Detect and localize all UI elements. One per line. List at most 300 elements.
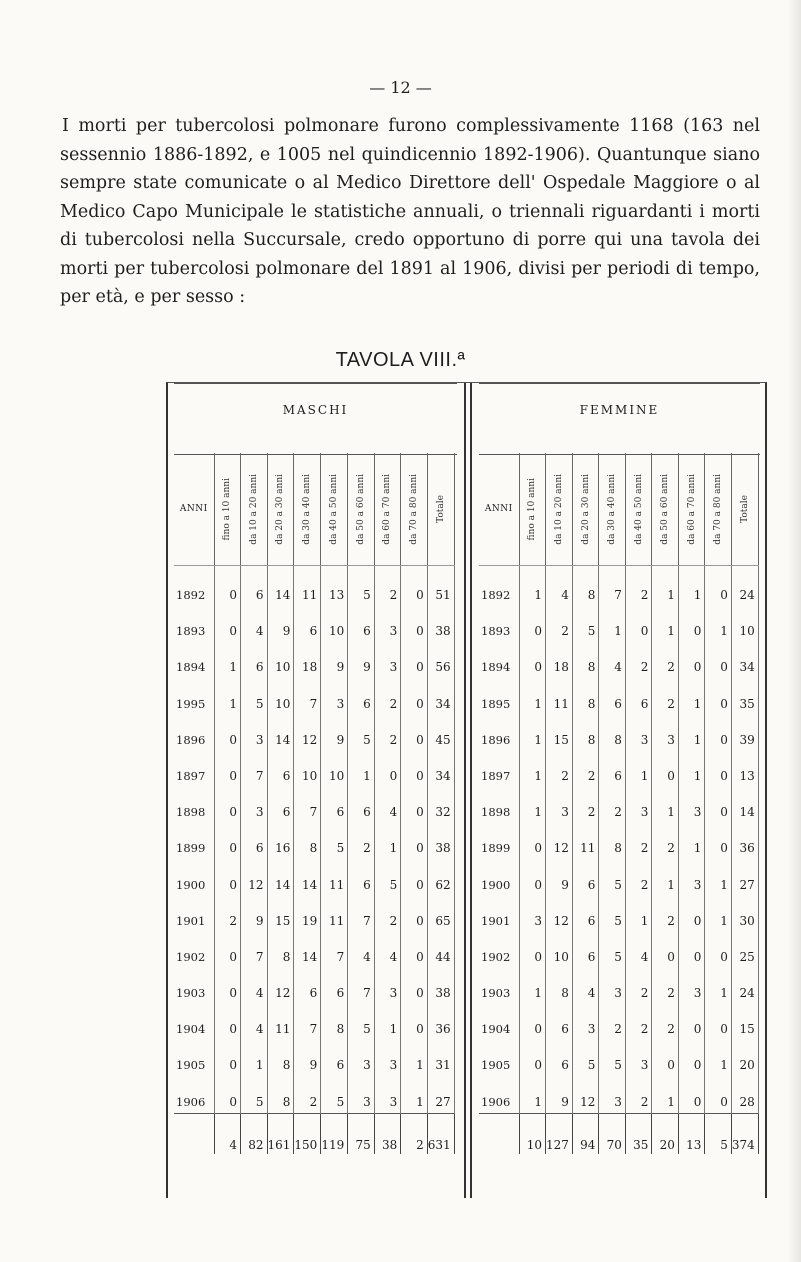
value-cell: 7 [321,932,348,968]
age-column-header: da 20 a 30 anni [267,453,294,566]
year-cell: 1904 [479,1004,519,1040]
table-row [479,823,758,859]
value-cell: 6 [294,606,321,642]
total-cell: 38 [374,1113,401,1154]
table-row [174,566,454,607]
value-cell: 1 [705,1040,732,1076]
age-column-header: da 40 a 50 anni [321,453,348,566]
value-cell: 1 [519,787,546,823]
value-cell: 1 [678,715,705,751]
value-cell: 3 [321,678,348,714]
value-cell: 15 [267,896,294,932]
value-cell: 2 [348,823,375,859]
age-column-header: da 30 a 40 anni [294,453,321,566]
table-row [174,787,454,823]
value-cell: 8 [294,823,321,859]
value-cell: 6 [599,751,626,787]
value-cell: 39 [731,715,758,751]
value-cell: 0 [401,678,428,714]
value-cell: 0 [678,932,705,968]
value-cell: 6 [321,787,348,823]
table-row [174,1076,454,1113]
age-column-header: fino a 10 anni [214,453,241,566]
value-cell: 0 [705,715,732,751]
value-cell: 0 [705,1076,732,1113]
value-cell: 0 [214,1004,241,1040]
value-cell: 7 [599,566,626,607]
total-cell: 75 [348,1113,375,1154]
value-cell: 2 [652,642,679,678]
value-cell: 0 [401,566,428,607]
total-cell: 2 [401,1113,428,1154]
value-cell: 62 [427,859,454,895]
value-cell: 30 [731,896,758,932]
value-cell: 36 [731,823,758,859]
year-cell: 1903 [479,968,519,1004]
value-cell: 1 [348,751,375,787]
femmine-section [479,383,760,1198]
value-cell: 5 [599,859,626,895]
table-row [479,787,758,823]
value-cell: 3 [678,787,705,823]
value-cell: 10 [731,606,758,642]
value-cell: 0 [401,787,428,823]
value-cell: 0 [401,823,428,859]
value-cell: 3 [374,1040,401,1076]
value-cell: 0 [401,859,428,895]
year-cell: 1893 [479,606,519,642]
value-cell: 1 [678,751,705,787]
age-column-header: da 70 a 80 anni [401,453,428,566]
value-cell: 11 [321,859,348,895]
value-cell: 0 [705,678,732,714]
maschi-section [174,383,457,1198]
value-cell: 1 [519,678,546,714]
value-cell: 0 [214,859,241,895]
value-cell: 3 [241,715,268,751]
value-cell: 8 [267,932,294,968]
value-cell: 7 [241,751,268,787]
value-cell: 3 [678,968,705,1004]
value-cell: 0 [519,606,546,642]
year-cell: 1899 [479,823,519,859]
value-cell: 8 [572,566,599,607]
value-cell: 12 [546,823,573,859]
maschi-title: MASCHI [174,383,457,455]
value-cell: 2 [572,751,599,787]
value-cell: 12 [572,1076,599,1113]
value-cell: 4 [374,932,401,968]
total-cell: 35 [625,1113,652,1154]
value-cell: 8 [546,968,573,1004]
year-cell: 1897 [174,751,214,787]
value-cell: 0 [678,642,705,678]
value-cell: 36 [427,1004,454,1040]
value-cell: 3 [599,1076,626,1113]
value-cell: 6 [625,678,652,714]
totals-row [174,1113,454,1154]
page-number: — 12 — [369,78,432,97]
totals-row [479,1113,758,1154]
value-cell: 0 [678,1076,705,1113]
value-cell: 2 [652,823,679,859]
value-cell: 8 [267,1040,294,1076]
value-cell: 38 [427,823,454,859]
value-cell: 1 [519,715,546,751]
value-cell: 38 [427,968,454,1004]
value-cell: 6 [572,859,599,895]
table-row [479,751,758,787]
value-cell: 0 [705,751,732,787]
value-cell: 38 [427,606,454,642]
year-cell: 1898 [174,787,214,823]
value-cell: 3 [546,787,573,823]
year-cell: 1903 [174,968,214,1004]
value-cell: 0 [214,1040,241,1076]
table-divider [470,383,472,1198]
value-cell: 4 [241,606,268,642]
value-cell: 5 [348,566,375,607]
value-cell: 0 [705,823,732,859]
year-cell: 1905 [174,1040,214,1076]
value-cell: 27 [427,1076,454,1113]
value-cell: 3 [572,1004,599,1040]
value-cell: 10 [267,642,294,678]
value-cell: 5 [348,1004,375,1040]
value-cell: 1 [214,678,241,714]
value-cell: 0 [401,1004,428,1040]
age-column-header: da 60 a 70 anni [678,453,705,566]
value-cell: 3 [625,715,652,751]
value-cell: 5 [321,823,348,859]
value-cell: 1 [374,1004,401,1040]
value-cell: 11 [572,823,599,859]
value-cell: 51 [427,566,454,607]
value-cell: 34 [427,678,454,714]
year-cell: 1906 [479,1076,519,1113]
value-cell: 3 [348,1040,375,1076]
value-cell: 0 [401,896,428,932]
value-cell: 3 [599,968,626,1004]
value-cell: 12 [546,896,573,932]
value-cell: 7 [348,896,375,932]
femmine-table [479,453,759,1154]
value-cell: 0 [652,1040,679,1076]
total-cell: 127 [546,1113,573,1154]
value-cell: 9 [241,896,268,932]
value-cell: 0 [705,566,732,607]
total-cell: 631 [427,1113,454,1154]
maschi-table [174,453,455,1154]
value-cell: 3 [625,787,652,823]
age-column-header: da 10 a 20 anni [241,453,268,566]
value-cell: 7 [294,1004,321,1040]
year-cell: 1906 [174,1076,214,1113]
value-cell: 5 [572,1040,599,1076]
value-cell: 5 [572,606,599,642]
header-row [479,453,758,566]
value-cell: 8 [572,678,599,714]
value-cell: 2 [625,1076,652,1113]
value-cell: 31 [427,1040,454,1076]
value-cell: 0 [401,932,428,968]
value-cell: 0 [519,1004,546,1040]
value-cell: 0 [401,715,428,751]
age-column-header: da 40 a 50 anni [625,453,652,566]
header-row [174,453,454,566]
year-cell: 1902 [174,932,214,968]
value-cell: 3 [241,787,268,823]
value-cell: 0 [625,606,652,642]
value-cell: 9 [348,642,375,678]
table-row [174,896,454,932]
value-cell: 25 [731,932,758,968]
totals-label-cell [479,1113,519,1154]
value-cell: 5 [599,896,626,932]
value-cell: 9 [546,1076,573,1113]
table-row [479,1040,758,1076]
value-cell: 14 [267,566,294,607]
table-row [479,678,758,714]
value-cell: 0 [705,1004,732,1040]
value-cell: 8 [321,1004,348,1040]
table-row [479,642,758,678]
value-cell: 0 [214,566,241,607]
age-column-header: da 30 a 40 anni [599,453,626,566]
value-cell: 0 [214,751,241,787]
value-cell: 7 [294,678,321,714]
value-cell: 5 [241,1076,268,1113]
value-cell: 11 [267,1004,294,1040]
total-cell: 161 [267,1113,294,1154]
table-row [479,932,758,968]
value-cell: 5 [599,932,626,968]
anni-header: ANNI [174,453,214,566]
value-cell: 27 [731,859,758,895]
table-row [174,678,454,714]
value-cell: 1 [678,823,705,859]
value-cell: 6 [348,678,375,714]
age-column-header: fino a 10 anni [519,453,546,566]
total-cell: 5 [705,1113,732,1154]
anni-header: ANNI [479,453,519,566]
total-cell: 82 [241,1113,268,1154]
value-cell: 24 [731,968,758,1004]
value-cell: 32 [427,787,454,823]
value-cell: 6 [599,678,626,714]
value-cell: 0 [374,751,401,787]
total-cell: 150 [294,1113,321,1154]
value-cell: 0 [214,787,241,823]
value-cell: 1 [599,606,626,642]
value-cell: 0 [652,751,679,787]
value-cell: 2 [374,715,401,751]
value-cell: 1 [374,823,401,859]
value-cell: 12 [294,715,321,751]
table-row [479,896,758,932]
value-cell: 2 [625,566,652,607]
table-row [479,968,758,1004]
age-column-header: da 20 a 30 anni [572,453,599,566]
value-cell: 16 [267,823,294,859]
value-cell: 4 [374,787,401,823]
table-row [174,932,454,968]
value-cell: 1 [241,1040,268,1076]
value-cell: 2 [214,896,241,932]
total-cell: 70 [599,1113,626,1154]
value-cell: 2 [625,1004,652,1040]
value-cell: 2 [652,1004,679,1040]
value-cell: 6 [241,566,268,607]
year-cell: 1897 [479,751,519,787]
value-cell: 14 [294,859,321,895]
table-row [479,859,758,895]
year-cell: 1896 [174,715,214,751]
total-cell: 374 [731,1113,758,1154]
value-cell: 4 [241,1004,268,1040]
value-cell: 9 [321,715,348,751]
value-cell: 9 [321,642,348,678]
value-cell: 1 [652,606,679,642]
value-cell: 7 [348,968,375,1004]
value-cell: 11 [294,566,321,607]
value-cell: 3 [625,1040,652,1076]
value-cell: 3 [374,1076,401,1113]
value-cell: 1 [705,859,732,895]
value-cell: 44 [427,932,454,968]
value-cell: 6 [267,751,294,787]
total-cell: 4 [214,1113,241,1154]
value-cell: 10 [267,678,294,714]
value-cell: 0 [519,859,546,895]
age-column-header: da 50 a 60 anni [348,453,375,566]
table-row [174,968,454,1004]
year-cell: 1899 [174,823,214,859]
value-cell: 0 [652,932,679,968]
value-cell: 0 [705,787,732,823]
value-cell: 0 [214,932,241,968]
value-cell: 2 [625,642,652,678]
total-cell: 10 [519,1113,546,1154]
value-cell: 18 [546,642,573,678]
value-cell: 3 [374,606,401,642]
value-cell: 12 [267,968,294,1004]
value-cell: 0 [214,968,241,1004]
year-cell: 1895 [479,678,519,714]
year-cell: 1905 [479,1040,519,1076]
value-cell: 4 [572,968,599,1004]
age-column-header: da 70 a 80 anni [705,453,732,566]
table-title: TAVOLA VIII.ª [335,349,466,371]
value-cell: 1 [401,1040,428,1076]
value-cell: 3 [519,896,546,932]
table-row [174,859,454,895]
value-cell: 8 [572,715,599,751]
year-cell: 1995 [174,678,214,714]
value-cell: 0 [519,932,546,968]
value-cell: 0 [519,1040,546,1076]
value-cell: 2 [625,859,652,895]
value-cell: 1 [705,896,732,932]
value-cell: 1 [705,968,732,1004]
value-cell: 0 [678,1040,705,1076]
value-cell: 14 [294,932,321,968]
value-cell: 0 [214,1076,241,1113]
value-cell: 5 [374,859,401,895]
value-cell: 65 [427,896,454,932]
value-cell: 6 [348,859,375,895]
value-cell: 4 [599,642,626,678]
year-cell: 1892 [479,566,519,607]
table-row [174,1040,454,1076]
age-column-header: da 50 a 60 anni [652,453,679,566]
value-cell: 1 [652,1076,679,1113]
value-cell: 15 [731,1004,758,1040]
value-cell: 14 [731,787,758,823]
table-row [174,823,454,859]
value-cell: 2 [599,787,626,823]
total-cell: 13 [678,1113,705,1154]
value-cell: 10 [546,932,573,968]
value-cell: 2 [294,1076,321,1113]
value-cell: 7 [294,787,321,823]
value-cell: 3 [374,642,401,678]
value-cell: 1 [401,1076,428,1113]
value-cell: 1 [625,896,652,932]
value-cell: 2 [652,968,679,1004]
value-cell: 2 [652,896,679,932]
value-cell: 10 [321,751,348,787]
year-cell: 1894 [174,642,214,678]
year-cell: 1904 [174,1004,214,1040]
value-cell: 1 [519,968,546,1004]
value-cell: 6 [572,932,599,968]
year-cell: 1893 [174,606,214,642]
total-cell: 20 [652,1113,679,1154]
table-row [479,715,758,751]
value-cell: 0 [519,823,546,859]
value-cell: 9 [267,606,294,642]
value-cell: 34 [731,642,758,678]
value-cell: 1 [519,751,546,787]
value-cell: 7 [241,932,268,968]
table-row [479,606,758,642]
value-cell: 6 [348,606,375,642]
value-cell: 13 [731,751,758,787]
value-cell: 56 [427,642,454,678]
value-cell: 4 [625,932,652,968]
table-row [174,751,454,787]
value-cell: 10 [294,751,321,787]
year-cell: 1900 [174,859,214,895]
value-cell: 4 [546,566,573,607]
value-cell: 4 [241,968,268,1004]
table-row [174,1004,454,1040]
year-cell: 1900 [479,859,519,895]
value-cell: 6 [294,968,321,1004]
value-cell: 8 [599,715,626,751]
table-row [174,606,454,642]
value-cell: 0 [401,606,428,642]
value-cell: 10 [321,606,348,642]
totals-label-cell [174,1113,214,1154]
value-cell: 0 [401,968,428,1004]
value-cell: 0 [214,606,241,642]
value-cell: 3 [374,968,401,1004]
table-row [174,715,454,751]
value-cell: 6 [241,642,268,678]
year-cell: 1902 [479,932,519,968]
